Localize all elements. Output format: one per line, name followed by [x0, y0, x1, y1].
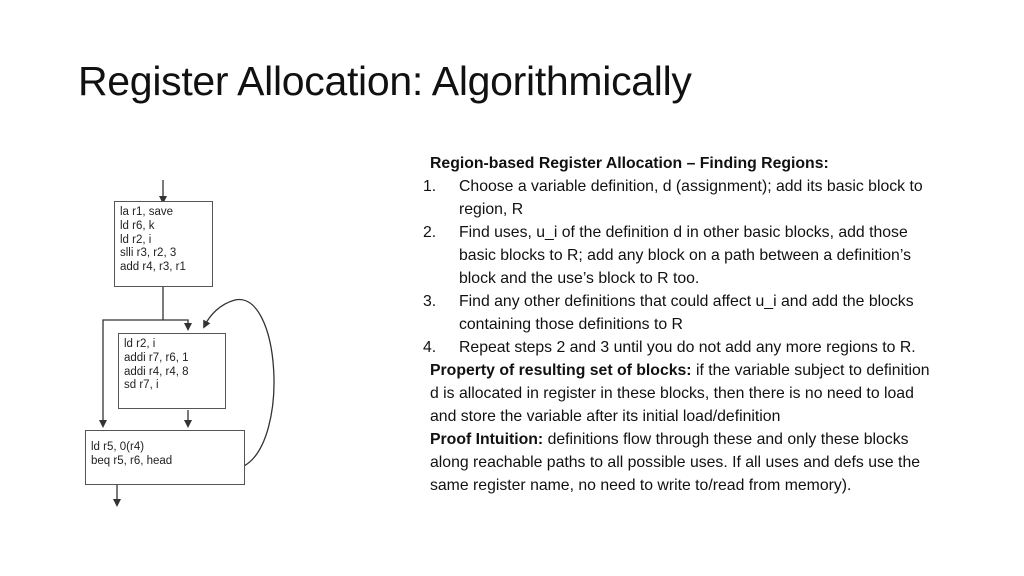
- list-item: 3. Find any other definitions that could affect u_i and add the blocks containing those definitions to R: [423, 293, 914, 333]
- intuition-paragraph: Proof Intuition: definitions flow through these and only these blocks along reachable paths to all possible uses. If all uses and defs use the same register name, no need to write to/read from memory).: [430, 431, 921, 494]
- list-item: 1. Choose a variable definition, d (assignment); add its basic block to region, R: [423, 178, 923, 218]
- steps-list: [423, 175, 930, 359]
- control-flow-graph: [0, 0, 300, 576]
- basic-block-3: ld r5, 0(r4) beq r5, r6, head: [85, 430, 245, 485]
- section-heading: Region-based Register Allocation – Finding Regions:: [430, 155, 829, 172]
- edge-b1-b2: [163, 287, 188, 327]
- list-item: 2. Find uses, u_i of the definition d in other basic blocks, add those basic blocks to R; add any block on a path between a definition’s block and the use’s block to R too.: [423, 224, 911, 287]
- slide-body: [423, 152, 930, 497]
- basic-block-2: ld r2, i addi r7, r6, 1 addi r4, r4, 8 sd r7, i: [118, 333, 226, 409]
- slide-title: Register Allocation: Algorithmically: [78, 58, 692, 104]
- list-item: 4. Repeat steps 2 and 3 until you do not add any more regions to R.: [423, 339, 916, 356]
- basic-block-1: la r1, save ld r6, k ld r2, i slli r3, r2, 3 add r4, r3, r1: [114, 201, 213, 287]
- property-paragraph: Property of resulting set of blocks: if the variable subject to definition d is allocated in register in these blocks, then there is no need to load and store the variable after its initial load/definition: [430, 362, 930, 425]
